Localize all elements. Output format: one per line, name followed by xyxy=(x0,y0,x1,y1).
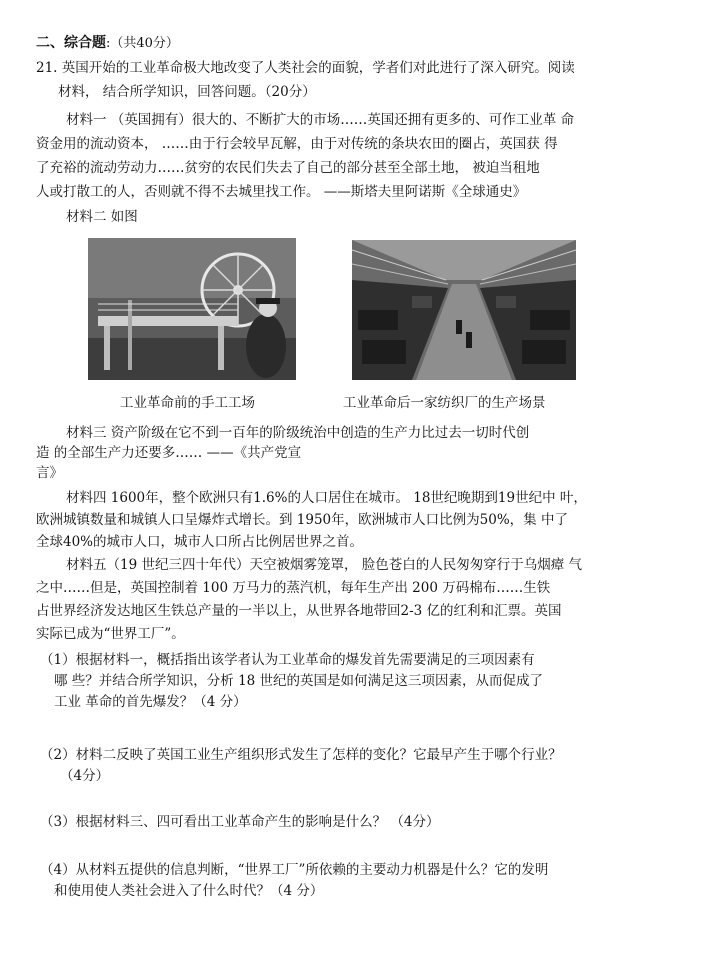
q4-line-2: 和使用使人类社会进入了什么时代？（4 分） xyxy=(54,883,324,899)
material5-line-2: 之中……但是，英国控制着 100 万马力的蒸汽机，每年生产出 200 万码棉布……生铁 xyxy=(36,580,551,596)
section-score: :（共40分） xyxy=(106,36,179,51)
q2-line-2: （4分） xyxy=(60,768,110,784)
section-title: 二、综合题 xyxy=(36,35,106,51)
question-intro-line-1: 21. 英国开始的工业革命极大地改变了人类社会的面貌，学者们对此进行了深入研究。阅读 xyxy=(36,60,575,76)
material2-label: 材料二 如图 xyxy=(66,209,138,225)
textile-factory-image xyxy=(352,240,576,380)
q1-line-2: 哪 些？并结合所学知识，分析 18 世纪的英国是如何满足这三项因素，从而促成了 xyxy=(54,673,544,689)
material5-line-4: 实际已成为“世界工厂”。 xyxy=(36,626,185,642)
question-intro-line-2: 材料， 结合所学知识，回答问题。（20分） xyxy=(58,84,316,100)
q1-line-1: （1）根据材料一，概括指出该学者认为工业革命的爆发首先需要满足的三项因素有 xyxy=(40,652,535,668)
caption-left: 工业革命前的手工工场 xyxy=(120,395,255,411)
material1-line-3: 了充裕的流动劳动力……贫穷的农民们失去了自己的部分甚至全部土地， 被迫当租地 xyxy=(36,160,540,176)
spinning-wheel-workshop-image xyxy=(88,238,296,380)
material1-line-2: 资金用的流动资本， ……由于行会较早瓦解，由于对传统的条块农田的圈占，英国获 得 xyxy=(36,136,558,152)
material4-line-1: 材料四 1600年，整个欧洲只有1.6%的人口居住在城市。 18世纪晚期到19世纪中 叶， xyxy=(66,490,587,506)
section-heading xyxy=(36,33,179,54)
q2-line-1: （2）材料二反映了英国工业生产组织形式发生了怎样的变化？它最早产生于哪个行业？ xyxy=(40,747,562,763)
caption-right: 工业革命后一家纺织厂的生产场景 xyxy=(343,395,546,411)
material1-line-4: 人或打散工的人，否则就不得不去城里找工作。 ——斯塔夫里阿诺斯《全球通史》 xyxy=(36,184,527,200)
material5-line-1: 材料五（19 世纪三四十年代）天空被烟雾笼罩， 脸色苍白的人民匆匆穿行于乌烟瘴 气 xyxy=(66,557,583,573)
material1-line-1: 材料一 （英国拥有）很大的、不断扩大的市场……英国还拥有更多的、可作工业革 命 xyxy=(66,112,575,128)
material3-line-3: 言》 xyxy=(36,465,63,481)
material3-line-2: 造 的全部生产力还要多…… ——《共产党宣 xyxy=(36,445,302,461)
material4-line-2: 欧洲城镇数量和城镇人口呈爆炸式增长。到 1950年，欧洲城市人口比例为50%，集 中了 xyxy=(36,512,568,528)
material4-line-3: 全球40%的城市人口，城市人口所占比例居世界之首。 xyxy=(36,534,364,550)
material5-line-3: 占世界经济发达地区生铁总产量的一半以上，从世界各地带回2-3 亿的红利和汇票。英国 xyxy=(36,603,562,619)
material3-line-1: 材料三 资产阶级在它不到一百年的阶级统治中创造的生产力比过去一切时代创 xyxy=(66,425,530,441)
q4-line-1: （4）从材料五提供的信息判断，“世界工厂”所依赖的主要动力机器是什么？它的发明 xyxy=(40,862,549,878)
q3-line-1: （3）根据材料三、四可看出工业革命产生的影响是什么？ （4分） xyxy=(40,814,440,830)
q1-line-3: 工业 革命的首先爆发？（4 分） xyxy=(54,694,247,710)
